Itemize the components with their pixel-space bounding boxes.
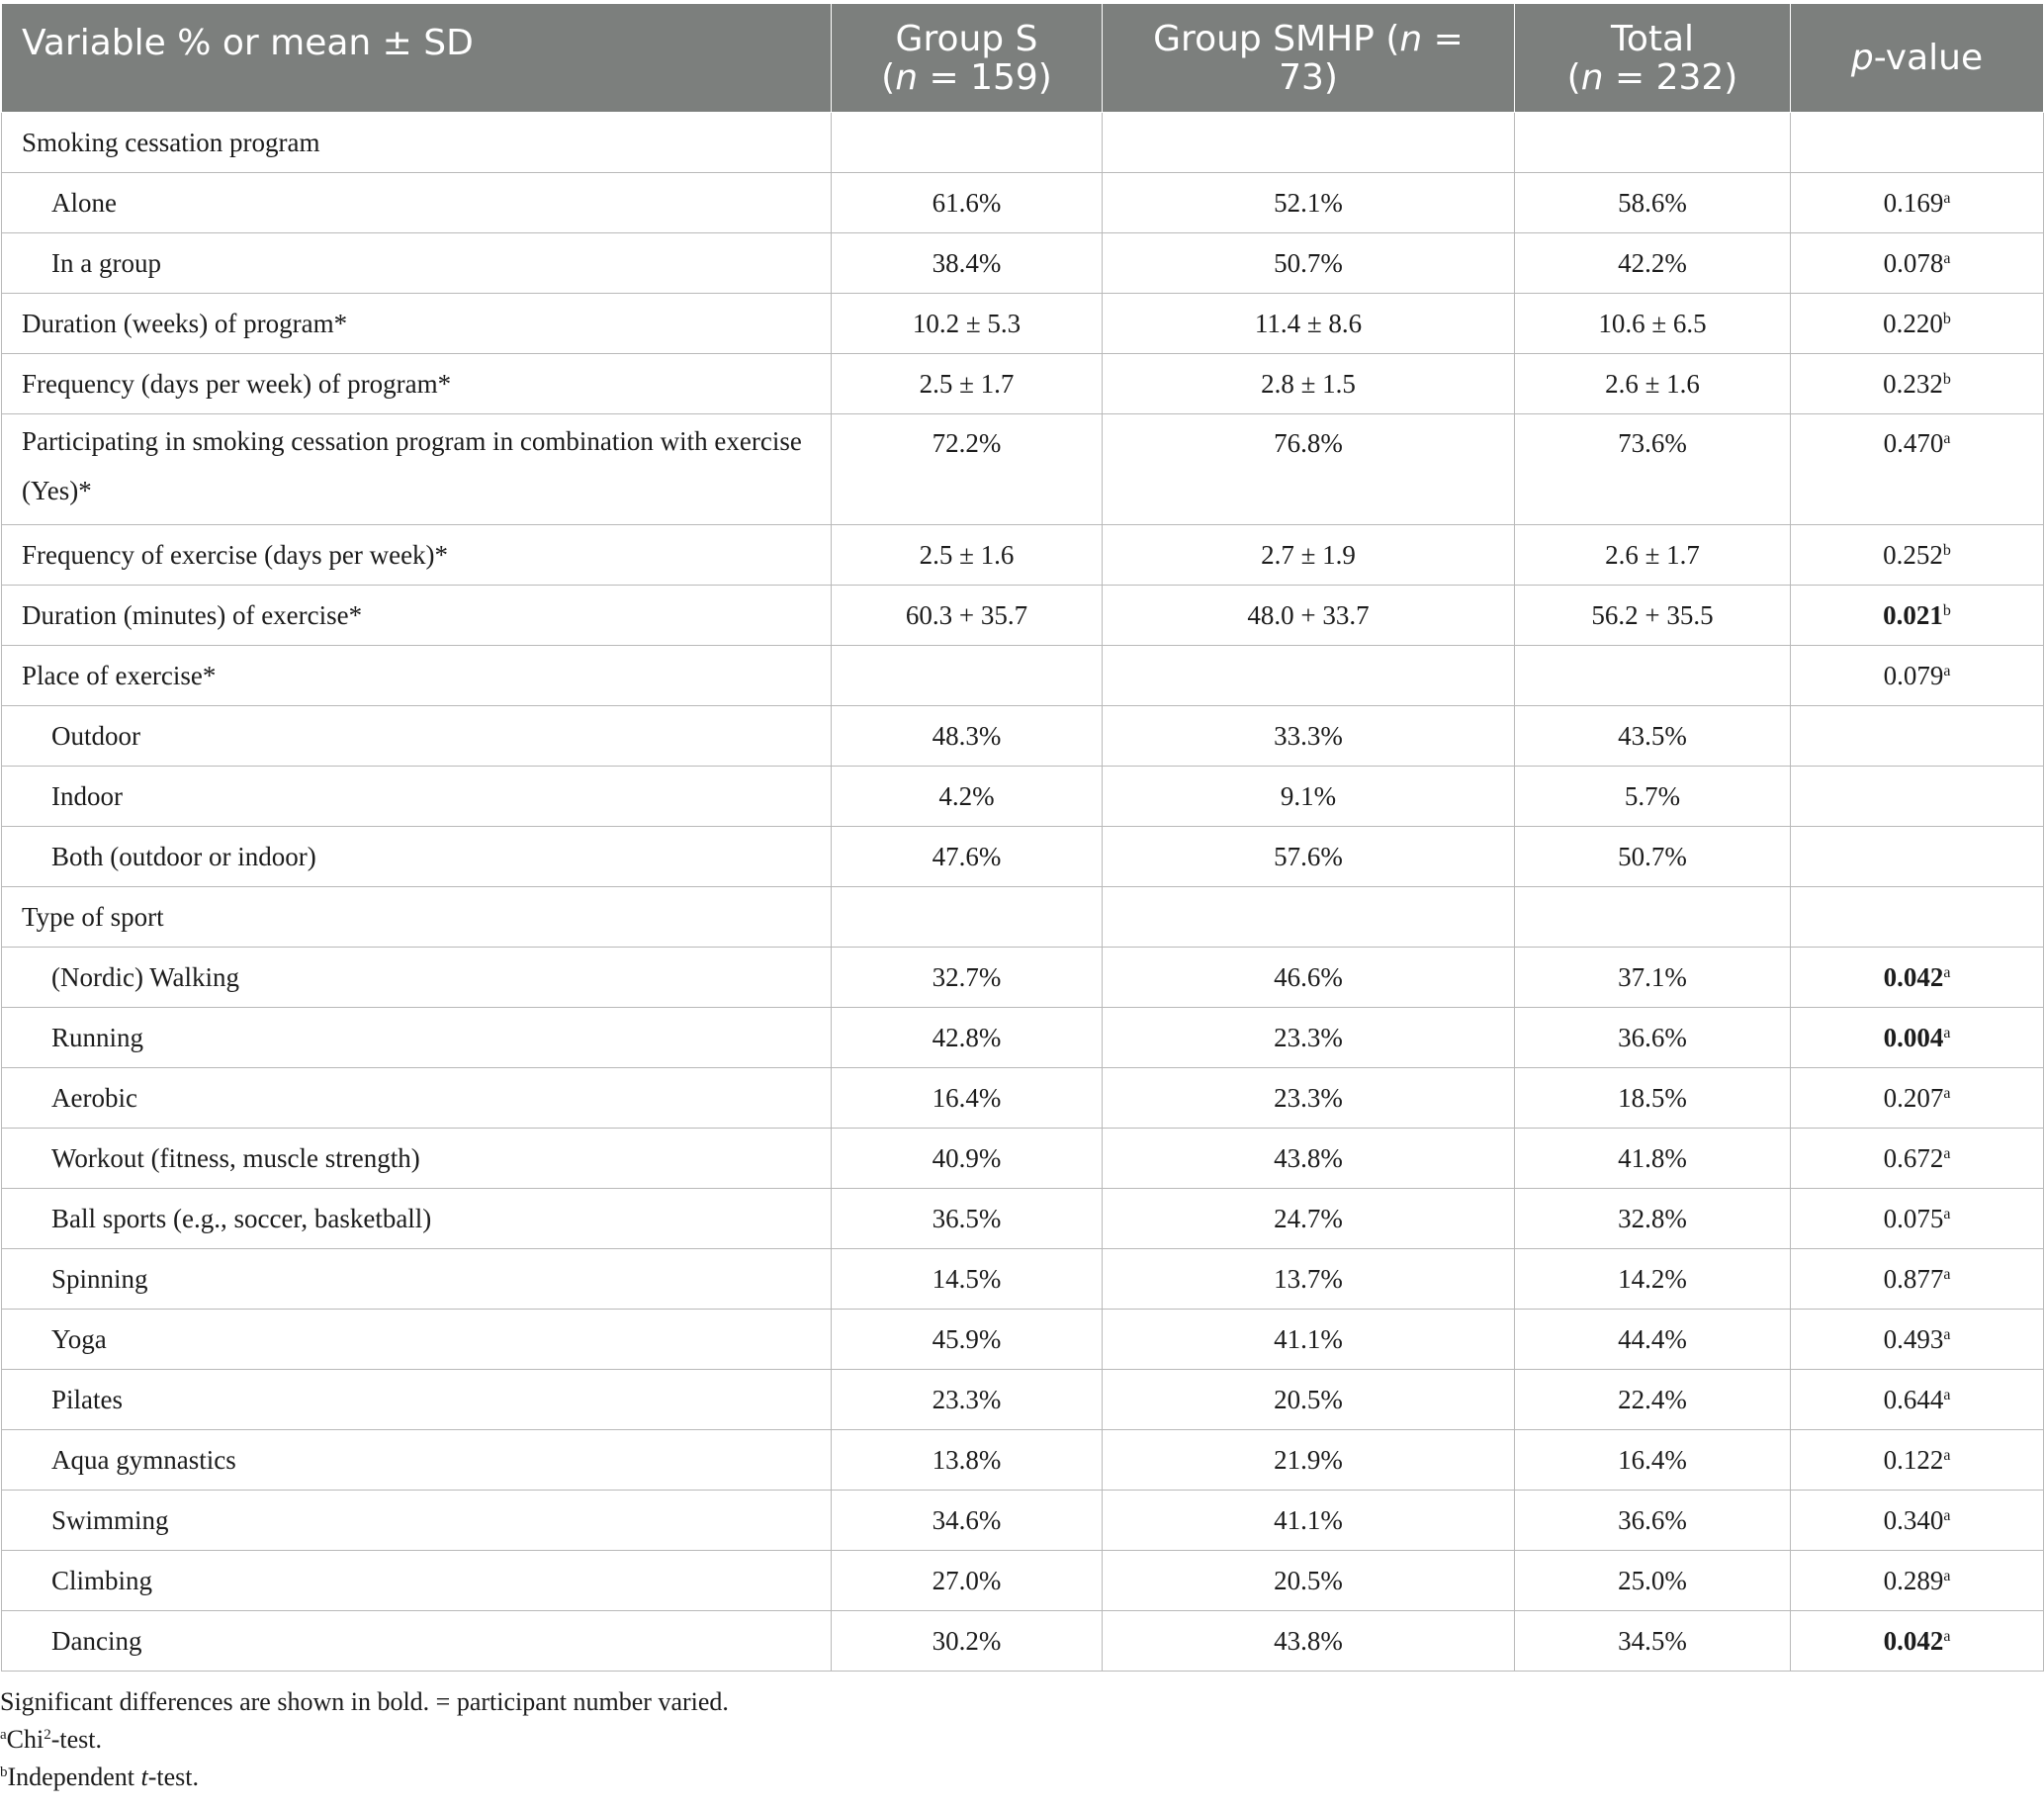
- header-group-smhp-n-letter: n: [1399, 18, 1423, 59]
- row-label: Workout (fitness, muscle strength): [2, 1129, 832, 1189]
- cell-group-smhp: 2.8 ± 1.5: [1103, 354, 1515, 414]
- cell-p-value: [1791, 586, 2044, 646]
- p-value-test-marker: a: [1943, 189, 1951, 207]
- row-label: Duration (weeks) of program*: [2, 294, 832, 354]
- p-value-test-marker: a: [1943, 249, 1951, 267]
- cell-group-s: 32.7%: [832, 948, 1103, 1008]
- cell-group-smhp: 24.7%: [1103, 1189, 1515, 1249]
- cell-group-s: 14.5%: [832, 1249, 1103, 1310]
- table-row: [2, 646, 2044, 706]
- table-row: [2, 887, 2044, 948]
- p-value-number: 0.232: [1883, 368, 1943, 399]
- cell-group-smhp: 23.3%: [1103, 1008, 1515, 1068]
- table-row: [2, 294, 2044, 354]
- cell-group-smhp: 20.5%: [1103, 1370, 1515, 1430]
- cell-total: 73.6%: [1515, 414, 1791, 525]
- cell-group-s: 45.9%: [832, 1310, 1103, 1370]
- row-label: Duration (minutes) of exercise*: [2, 586, 832, 646]
- header-variable: [2, 4, 832, 113]
- table-row: [2, 1310, 2044, 1370]
- cell-group-smhp: 2.7 ± 1.9: [1103, 525, 1515, 586]
- cell-p-value: [1791, 113, 2044, 173]
- cell-group-s: 48.3%: [832, 706, 1103, 767]
- cell-p-value: [1791, 887, 2044, 948]
- p-value-number: 0.004: [1883, 1022, 1944, 1052]
- row-label: Aerobic: [2, 1068, 832, 1129]
- p-value-test-marker: a: [1943, 1144, 1951, 1162]
- table-row: [2, 525, 2044, 586]
- p-value-test-marker: a: [1943, 1205, 1951, 1222]
- cell-group-smhp: 23.3%: [1103, 1068, 1515, 1129]
- p-value-test-marker: a: [1943, 430, 1951, 447]
- cell-group-smhp: [1103, 646, 1515, 706]
- p-value-test-marker: a: [1943, 1325, 1951, 1343]
- cell-total: 44.4%: [1515, 1310, 1791, 1370]
- table-row: [2, 173, 2044, 233]
- cell-group-smhp: 43.8%: [1103, 1129, 1515, 1189]
- cell-p-value: [1791, 1551, 2044, 1611]
- cell-group-smhp: 21.9%: [1103, 1430, 1515, 1491]
- table-row: [2, 113, 2044, 173]
- cell-group-smhp: 48.0 + 33.7: [1103, 586, 1515, 646]
- cell-total: 22.4%: [1515, 1370, 1791, 1430]
- cell-total: 5.7%: [1515, 767, 1791, 827]
- table-row: [2, 1068, 2044, 1129]
- cell-p-value: [1791, 948, 2044, 1008]
- cell-group-smhp: 57.6%: [1103, 827, 1515, 887]
- cell-p-value: [1791, 706, 2044, 767]
- row-label: Indoor: [2, 767, 832, 827]
- header-group-smhp: [1103, 4, 1515, 113]
- p-value-test-marker: a: [1943, 1627, 1951, 1645]
- header-group-s-title: Group S: [895, 18, 1038, 59]
- table-row: [2, 586, 2044, 646]
- table-row: [2, 1430, 2044, 1491]
- cell-p-value: [1791, 1310, 2044, 1370]
- p-value-number: 0.042: [1883, 1625, 1944, 1656]
- cell-group-s: 27.0%: [832, 1551, 1103, 1611]
- table-header: [2, 4, 2044, 113]
- cell-p-value: [1791, 294, 2044, 354]
- table-row: [2, 354, 2044, 414]
- p-value-number: 0.470: [1883, 428, 1944, 458]
- p-value-number: 0.289: [1883, 1565, 1944, 1595]
- footnote-b: $^b$Independent t-test.: [0, 1763, 200, 1791]
- row-label: Pilates: [2, 1370, 832, 1430]
- cell-group-s: 30.2%: [832, 1611, 1103, 1672]
- row-label: Participating in smoking cessation program in combination with exercise (Yes)*: [2, 414, 832, 525]
- cell-p-value: [1791, 1129, 2044, 1189]
- row-label: Frequency of exercise (days per week)*: [2, 525, 832, 586]
- cell-total: 56.2 + 35.5: [1515, 586, 1791, 646]
- cell-total: 10.6 ± 6.5: [1515, 294, 1791, 354]
- header-row: [2, 4, 2044, 113]
- cell-group-smhp: 11.4 ± 8.6: [1103, 294, 1515, 354]
- footnote-significance: Significant differences are shown in bold. = participant number varied.: [0, 1687, 729, 1716]
- row-label: Running: [2, 1008, 832, 1068]
- header-group-s-n: (n = 159): [881, 56, 1052, 98]
- cell-total: 25.0%: [1515, 1551, 1791, 1611]
- p-value-number: 0.078: [1883, 247, 1944, 278]
- row-label: Dancing: [2, 1611, 832, 1672]
- cell-total: 41.8%: [1515, 1129, 1791, 1189]
- cell-group-s: 10.2 ± 5.3: [832, 294, 1103, 354]
- cell-p-value: [1791, 233, 2044, 294]
- cell-group-smhp: 20.5%: [1103, 1551, 1515, 1611]
- cell-group-smhp: 43.8%: [1103, 1611, 1515, 1672]
- cell-group-smhp: 41.1%: [1103, 1310, 1515, 1370]
- row-label: Type of sport: [2, 887, 832, 948]
- p-value-test-marker: a: [1943, 1084, 1951, 1102]
- p-value-number: 0.340: [1883, 1504, 1944, 1535]
- cell-group-smhp: 50.7%: [1103, 233, 1515, 294]
- cell-total: [1515, 646, 1791, 706]
- cell-group-s: 72.2%: [832, 414, 1103, 525]
- header-total-title: Total: [1610, 18, 1695, 59]
- p-value-test-marker: a: [1943, 1446, 1951, 1464]
- p-value-number: 0.493: [1883, 1323, 1944, 1354]
- table-row: [2, 827, 2044, 887]
- p-value-number: 0.207: [1883, 1082, 1944, 1113]
- cell-total: 18.5%: [1515, 1068, 1791, 1129]
- table-row: [2, 1189, 2044, 1249]
- table-row: [2, 1249, 2044, 1310]
- cell-group-s: 60.3 + 35.7: [832, 586, 1103, 646]
- cell-total: 37.1%: [1515, 948, 1791, 1008]
- table-row: [2, 706, 2044, 767]
- cell-total: 34.5%: [1515, 1611, 1791, 1672]
- p-value-test-marker: a: [1943, 1386, 1951, 1403]
- table-row: [2, 767, 2044, 827]
- cell-p-value: [1791, 354, 2044, 414]
- cell-group-s: 2.5 ± 1.7: [832, 354, 1103, 414]
- cell-p-value: [1791, 1068, 2044, 1129]
- header-variable-label: Variable % or mean ± SD: [22, 23, 474, 63]
- cell-total: 14.2%: [1515, 1249, 1791, 1310]
- p-value-test-marker: b: [1942, 601, 1951, 619]
- cell-group-s: 23.3%: [832, 1370, 1103, 1430]
- p-value-test-marker: a: [1943, 963, 1951, 981]
- p-value-number: 0.644: [1883, 1384, 1944, 1414]
- header-group-smhp-n-value: = 73): [1279, 18, 1464, 98]
- cell-total: 16.4%: [1515, 1430, 1791, 1491]
- cell-p-value: [1791, 1249, 2044, 1310]
- p-value-test-marker: b: [1942, 310, 1951, 327]
- cell-group-s: 61.6%: [832, 173, 1103, 233]
- cell-p-value: [1791, 1430, 2044, 1491]
- table-row: [2, 1611, 2044, 1672]
- table-row: [2, 1491, 2044, 1551]
- p-value-number: 0.252: [1883, 539, 1943, 570]
- cell-group-s: 4.2%: [832, 767, 1103, 827]
- cell-group-smhp: 41.1%: [1103, 1491, 1515, 1551]
- cell-p-value: [1791, 525, 2044, 586]
- table-row: [2, 1129, 2044, 1189]
- row-label: Swimming: [2, 1491, 832, 1551]
- cell-p-value: [1791, 414, 2044, 525]
- p-value-number: 0.169: [1883, 187, 1944, 218]
- p-value-number: 0.877: [1883, 1263, 1944, 1294]
- cell-total: 43.5%: [1515, 706, 1791, 767]
- table-row: [2, 1370, 2044, 1430]
- header-group-smhp-title: Group SMHP (: [1153, 18, 1400, 59]
- p-value-number: 0.220: [1883, 308, 1943, 338]
- table-row: [2, 1551, 2044, 1611]
- p-value-number: 0.079: [1883, 660, 1944, 690]
- cell-group-s: 34.6%: [832, 1491, 1103, 1551]
- row-label: Yoga: [2, 1310, 832, 1370]
- p-value-number: 0.672: [1883, 1142, 1944, 1173]
- cell-p-value: [1791, 173, 2044, 233]
- p-value-test-marker: a: [1943, 662, 1951, 679]
- footnote-a: $^a$Chi$^2$-test.: [0, 1725, 103, 1754]
- cell-group-smhp: [1103, 113, 1515, 173]
- header-group-s: [832, 4, 1103, 113]
- p-value-number: 0.042: [1883, 961, 1944, 992]
- cell-p-value: [1791, 1611, 2044, 1672]
- cell-group-smhp: 76.8%: [1103, 414, 1515, 525]
- row-label: Both (outdoor or indoor): [2, 827, 832, 887]
- cell-p-value: [1791, 1189, 2044, 1249]
- cell-group-smhp: 46.6%: [1103, 948, 1515, 1008]
- p-value-test-marker: a: [1943, 1506, 1951, 1524]
- cell-group-s: 13.8%: [832, 1430, 1103, 1491]
- header-p-letter: p: [1850, 38, 1874, 78]
- header-total: [1515, 4, 1791, 113]
- row-label: Spinning: [2, 1249, 832, 1310]
- row-label: Outdoor: [2, 706, 832, 767]
- row-label: In a group: [2, 233, 832, 294]
- cell-total: 50.7%: [1515, 827, 1791, 887]
- row-label: Frequency (days per week) of program*: [2, 354, 832, 414]
- cell-group-s: 2.5 ± 1.6: [832, 525, 1103, 586]
- p-value-test-marker: b: [1942, 541, 1951, 559]
- cell-group-smhp: 9.1%: [1103, 767, 1515, 827]
- cell-group-s: 40.9%: [832, 1129, 1103, 1189]
- cell-group-s: 47.6%: [832, 827, 1103, 887]
- cell-total: 36.6%: [1515, 1491, 1791, 1551]
- header-p-rest: -value: [1873, 38, 1984, 78]
- cell-total: 32.8%: [1515, 1189, 1791, 1249]
- p-value-test-marker: a: [1943, 1265, 1951, 1283]
- footnotes: [0, 1683, 2037, 1796]
- p-value-number: 0.021: [1883, 599, 1943, 630]
- cell-total: [1515, 113, 1791, 173]
- cell-total: [1515, 887, 1791, 948]
- p-value-number: 0.122: [1883, 1444, 1944, 1475]
- row-label: Place of exercise*: [2, 646, 832, 706]
- cell-group-smhp: [1103, 887, 1515, 948]
- p-value-test-marker: a: [1943, 1567, 1951, 1584]
- header-total-n: (n = 232): [1566, 56, 1738, 98]
- row-label: Climbing: [2, 1551, 832, 1611]
- results-table: [1, 3, 2044, 1672]
- cell-group-s: [832, 646, 1103, 706]
- p-value-test-marker: a: [1943, 1024, 1951, 1041]
- row-label: Ball sports (e.g., soccer, basketball): [2, 1189, 832, 1249]
- table-row: [2, 948, 2044, 1008]
- cell-total: 58.6%: [1515, 173, 1791, 233]
- cell-group-smhp: 52.1%: [1103, 173, 1515, 233]
- cell-total: 36.6%: [1515, 1008, 1791, 1068]
- row-label: Smoking cessation program: [2, 113, 832, 173]
- cell-p-value: [1791, 767, 2044, 827]
- cell-p-value: [1791, 1491, 2044, 1551]
- header-p-value: [1791, 4, 2044, 113]
- cell-p-value: [1791, 827, 2044, 887]
- cell-group-smhp: 33.3%: [1103, 706, 1515, 767]
- cell-group-s: 36.5%: [832, 1189, 1103, 1249]
- p-value-test-marker: b: [1942, 370, 1951, 388]
- cell-p-value: [1791, 1370, 2044, 1430]
- cell-group-s: 16.4%: [832, 1068, 1103, 1129]
- cell-group-s: 42.8%: [832, 1008, 1103, 1068]
- cell-total: 2.6 ± 1.6: [1515, 354, 1791, 414]
- cell-group-s: [832, 887, 1103, 948]
- cell-p-value: [1791, 646, 2044, 706]
- cell-group-s: 38.4%: [832, 233, 1103, 294]
- table-body: [2, 113, 2044, 1672]
- p-value-number: 0.075: [1883, 1203, 1944, 1233]
- cell-p-value: [1791, 1008, 2044, 1068]
- cell-total: 42.2%: [1515, 233, 1791, 294]
- table-row: [2, 1008, 2044, 1068]
- row-label: Alone: [2, 173, 832, 233]
- cell-total: 2.6 ± 1.7: [1515, 525, 1791, 586]
- cell-group-smhp: 13.7%: [1103, 1249, 1515, 1310]
- table-row: [2, 233, 2044, 294]
- table-row: [2, 414, 2044, 525]
- cell-group-s: [832, 113, 1103, 173]
- row-label: Aqua gymnastics: [2, 1430, 832, 1491]
- row-label: (Nordic) Walking: [2, 948, 832, 1008]
